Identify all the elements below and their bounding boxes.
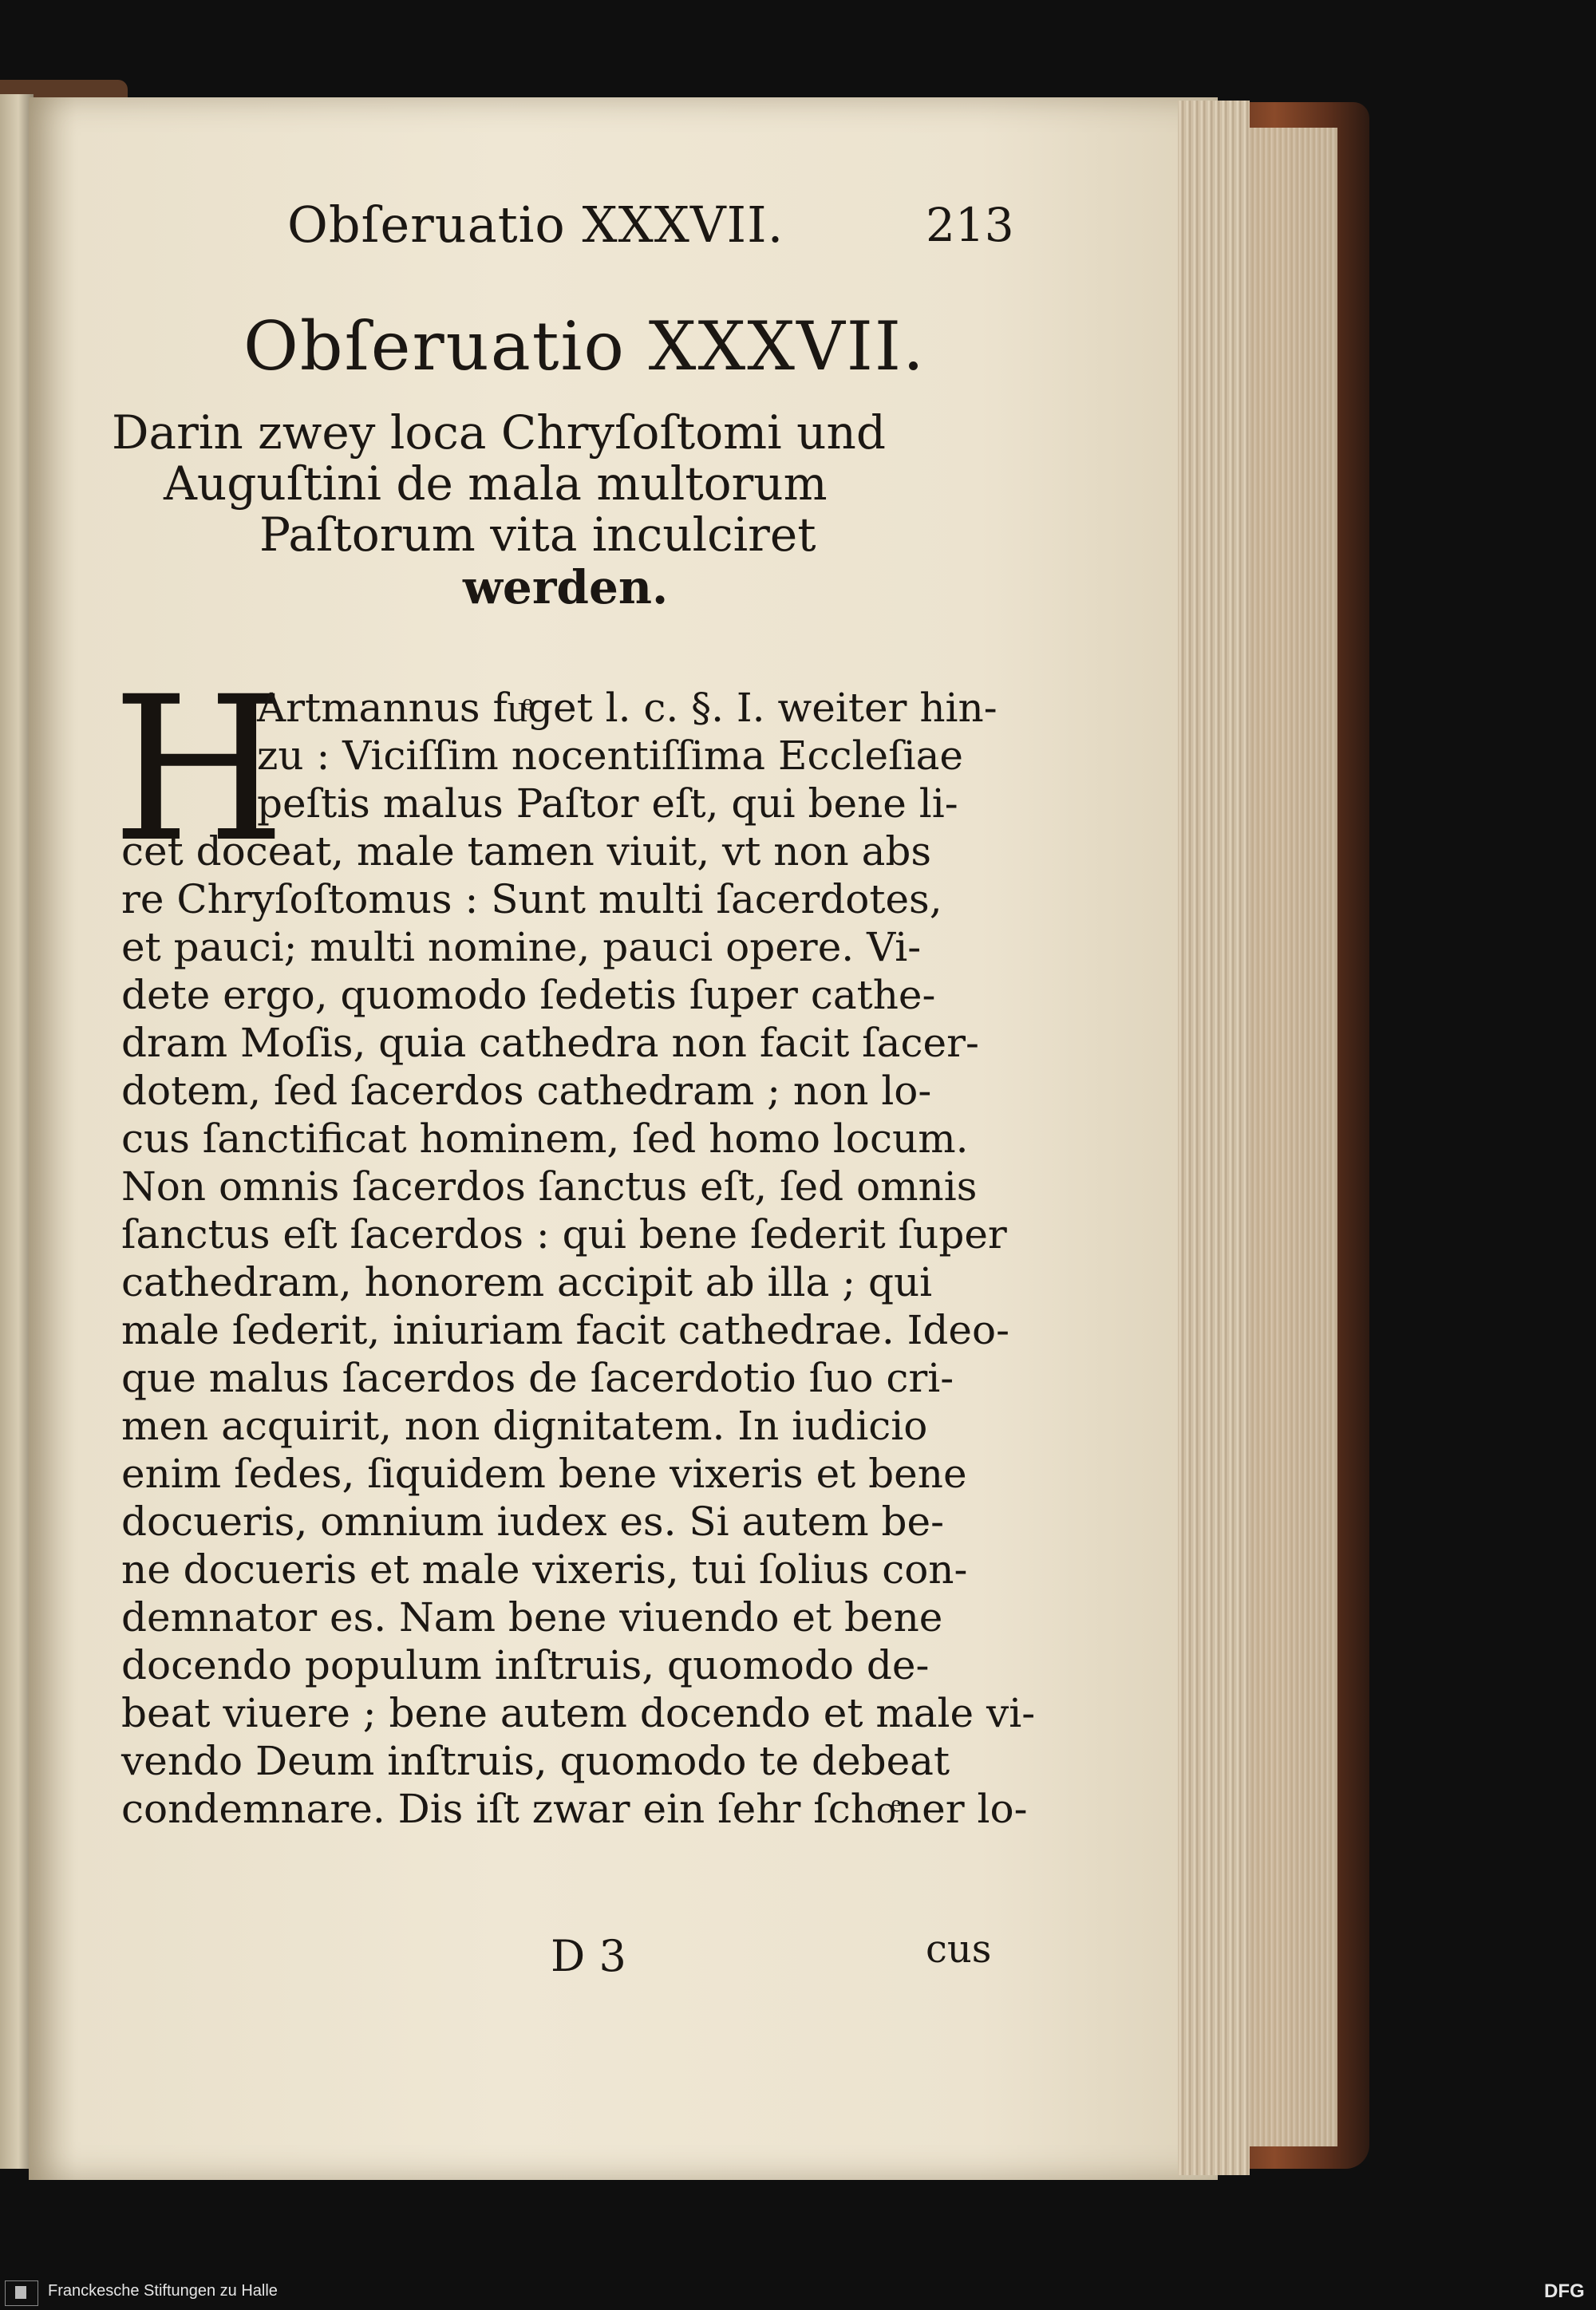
body-line: docendo populum inſtruis, quomodo de- <box>121 1642 930 1688</box>
drop-cap: H <box>112 654 286 886</box>
body-line: ne docueris et male vixeris, tui ſolius con- <box>121 1546 968 1593</box>
subtitle-line: Darin zwey loca Chryſoſtomi und <box>112 405 886 460</box>
body-line: condemnare. Dis iſt zwar ein ſehr ſchoͤner lo- <box>121 1786 1028 1832</box>
page-number: 213 <box>926 198 1014 252</box>
body-line: vendo Deum inſtruis, quomodo te debeat <box>121 1738 950 1784</box>
catchword: cus <box>926 1927 992 1972</box>
body-line: cus ſanctificat hominem, ſed homo locum. <box>121 1116 969 1162</box>
page-title: Obſeruatio XXXVII. <box>243 307 926 385</box>
body-line: que malus ſacerdos de ſacerdotio ſuo cri- <box>121 1355 954 1401</box>
subtitle-line: Paſtorum vita inculciret <box>259 507 816 562</box>
page-edges <box>1178 101 1250 2175</box>
body-line: beat viuere ; bene autem docendo et male vi- <box>121 1690 1036 1736</box>
body-line: cathedram, honorem accipit ab illa ; qui <box>121 1259 933 1305</box>
subtitle-line: werden. <box>463 560 669 614</box>
body-line: ſanctus eſt ſacerdos : qui bene ſederit ſuper <box>121 1211 1007 1258</box>
body-line: Non omnis ſacerdos ſanctus eſt, ſed omnis <box>121 1163 978 1210</box>
body-line: dram Moſis, quia cathedra non facit ſacer- <box>121 1020 979 1066</box>
body-line: et pauci; multi nomine, pauci opere. Vi- <box>121 924 922 970</box>
body-line: enim ſedes, ſiquidem bene vixeris et bene <box>121 1451 967 1497</box>
body-line: docueris, omnium iudex es. Si autem be- <box>121 1499 945 1545</box>
body-line: male ſederit, iniuriam facit cathedrae. Ideo- <box>121 1307 1009 1353</box>
body-line: demnator es. Nam bene viuendo et bene <box>121 1594 943 1641</box>
body-line: cet doceat, male tamen viuit, vt non abs <box>121 828 932 875</box>
institution-logo-icon <box>5 2280 38 2306</box>
body-line: dete ergo, quomodo ſedetis ſuper cathe- <box>121 972 936 1018</box>
body-line: dotem, ſed ſacerdos cathedram ; non lo- <box>121 1068 932 1114</box>
body-line: re Chryſoſtomus : Sunt multi ſacerdotes, <box>121 876 942 922</box>
signature-mark: D 3 <box>551 1931 626 1981</box>
subtitle-line: Auguſtini de mala multorum <box>164 456 828 511</box>
body-line: Artmannus fuͤget l. c. §. I. weiter hin- <box>257 685 998 731</box>
body-line: men acquirit, non dignitatem. In iudicio <box>121 1403 928 1449</box>
running-head: Obſeruatio XXXVII. <box>287 195 784 254</box>
footer-institution: Franckesche Stiftungen zu Halle <box>48 2282 278 2300</box>
body-line: peſtis malus Paſtor eſt, qui bene li- <box>257 780 958 827</box>
footer-dfg-logo: DFG <box>1544 2280 1585 2302</box>
body-line: zu : Viciſſim nocentiſſima Eccleſiae <box>257 732 963 779</box>
page-block <box>1250 128 1337 2146</box>
